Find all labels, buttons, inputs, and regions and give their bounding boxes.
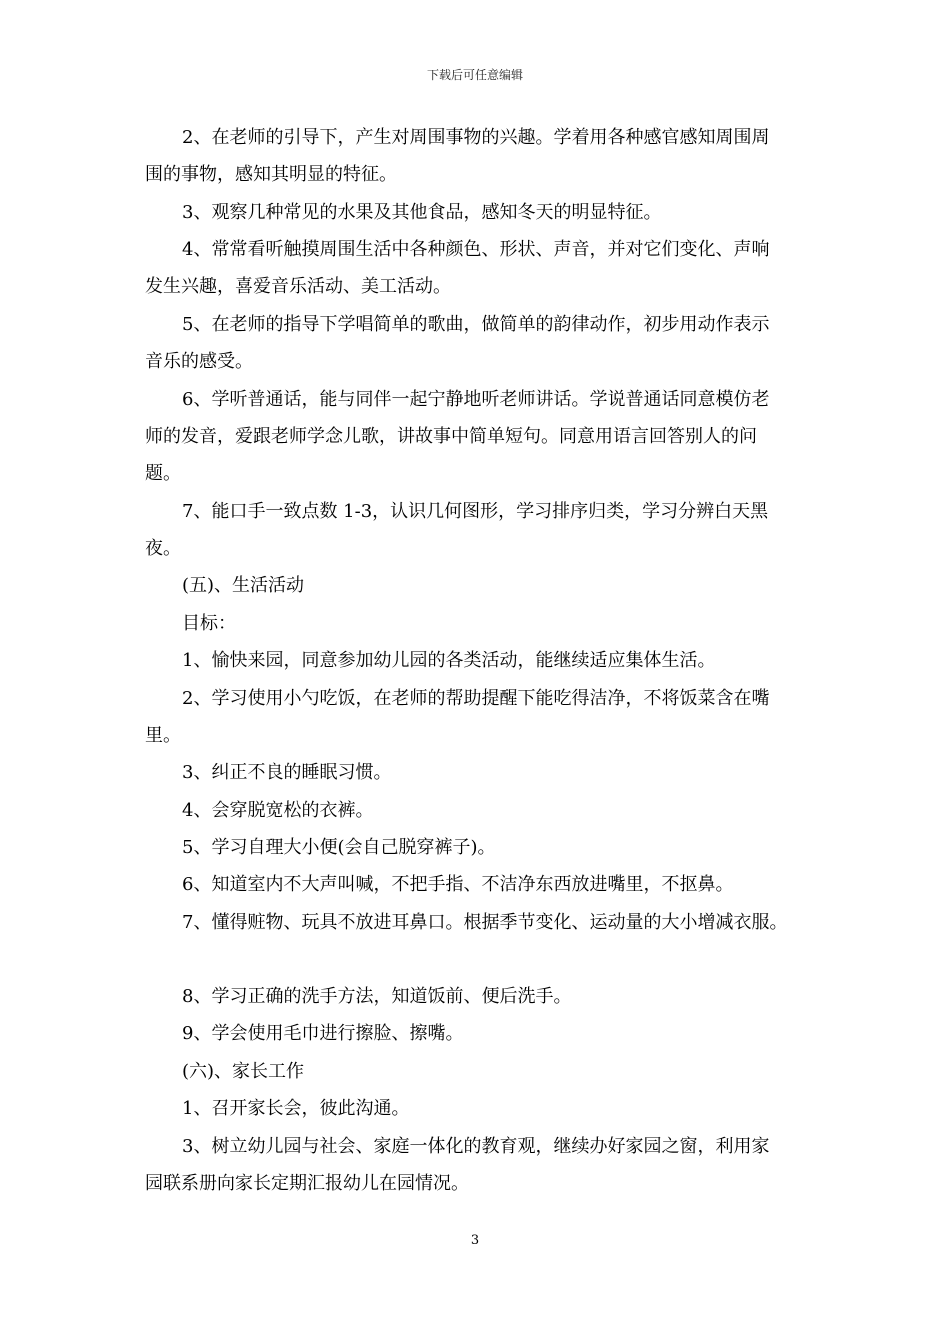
text-line: 围的事物，感知其明显的特征。 xyxy=(145,164,397,185)
text-line: 7、能口手一致点数 1-3，认识几何图形，学习排序归类，学习分辨白天黑 xyxy=(182,501,769,522)
text-line: 2、学习使用小勺吃饭，在老师的帮助提醒下能吃得洁净，不将饭菜含在嘴 xyxy=(182,688,770,709)
text-line: 8、学习正确的洗手方法，知道饭前、便后洗手。 xyxy=(182,986,572,1007)
text-line: 7、懂得赃物、玩具不放进耳鼻口。根据季节变化、运动量的大小增减衣服。 xyxy=(182,912,788,933)
text-line: 目标： xyxy=(182,613,236,634)
page-header: 下载后可任意编辑 xyxy=(426,68,523,82)
text-line: 9、学会使用毛巾进行擦脸、擦嘴。 xyxy=(182,1023,464,1044)
text-line: 题。 xyxy=(145,463,181,484)
text-line: 师的发音，爱跟老师学念儿歌，讲故事中简单短句。同意用语言回答别人的问 xyxy=(145,426,757,447)
text-line: 6、知道室内不大声叫喊，不把手指、不洁净东西放进嘴里，不抠鼻。 xyxy=(182,874,734,895)
text-line: 4、会穿脱宽松的衣裤。 xyxy=(182,800,374,821)
text-line: 1、召开家长会，彼此沟通。 xyxy=(182,1098,410,1119)
text-line: 里。 xyxy=(145,725,181,746)
text-line: 4、常常看听触摸周围生活中各种颜色、形状、声音，并对它们变化、声响 xyxy=(182,239,770,260)
text-line: 3、纠正不良的睡眠习惯。 xyxy=(182,762,392,783)
section-heading: (五)、生活活动 xyxy=(182,575,305,596)
text-line: 夜。 xyxy=(145,538,181,559)
text-line: 3、树立幼儿园与社会、家庭一体化的教育观，继续办好家园之窗，利用家 xyxy=(182,1136,770,1157)
text-line: 3、观察几种常见的水果及其他食品，感知冬天的明显特征。 xyxy=(182,202,662,223)
text-line: 园联系册向家长定期汇报幼儿在园情况。 xyxy=(145,1173,469,1194)
text-line: 1、愉快来园，同意参加幼儿园的各类活动，能继续适应集体生活。 xyxy=(182,650,716,671)
text-line: 5、在老师的指导下学唱简单的歌曲，做简单的韵律动作，初步用动作表示 xyxy=(182,314,770,335)
text-line: 6、学听普通话，能与同伴一起宁静地听老师讲话。学说普通话同意模仿老 xyxy=(182,389,770,410)
text-line: 音乐的感受。 xyxy=(145,351,253,372)
section-heading: (六)、家长工作 xyxy=(182,1061,305,1082)
page-number: 3 xyxy=(470,1233,480,1248)
text-line: 2、在老师的引导下，产生对周围事物的兴趣。学着用各种感官感知周围周 xyxy=(182,127,770,148)
text-line: 5、学习自理大小便(会自己脱穿裤子)。 xyxy=(182,837,496,858)
text-line: 发生兴趣，喜爱音乐活动、美工活动。 xyxy=(145,276,451,297)
